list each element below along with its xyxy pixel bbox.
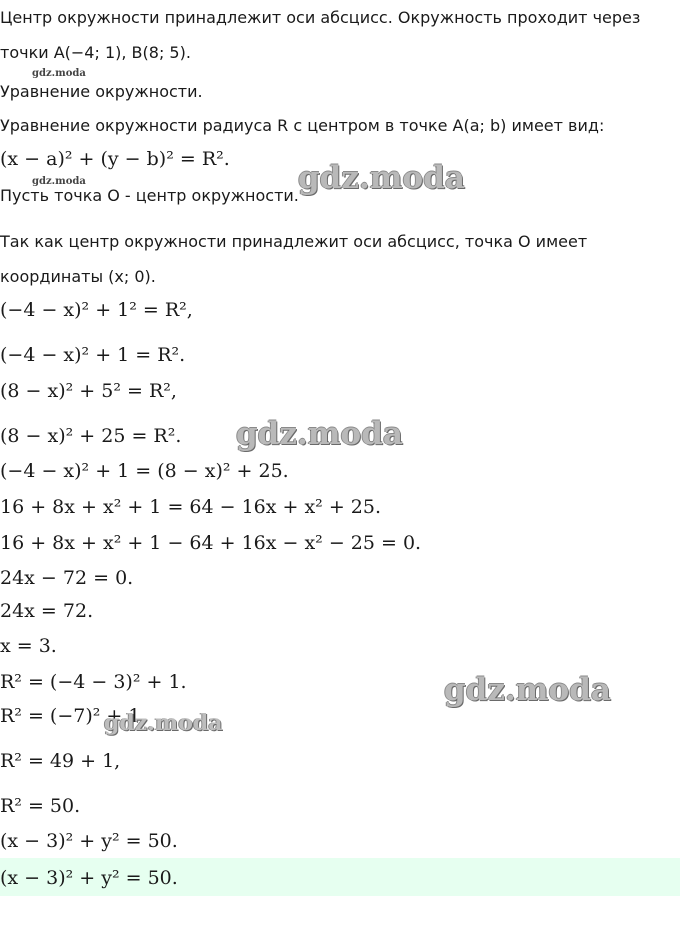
text-line: Уравнение окружности радиуса R с центром в точке A(a; b) имеет вид:	[0, 116, 605, 135]
formula-line: R² = (−7)² + 1,	[0, 705, 147, 727]
text-line: координаты (x; 0).	[0, 267, 156, 286]
watermark-small: gdz.moda	[32, 176, 86, 187]
formula-line: 24x − 72 = 0.	[0, 567, 134, 589]
text-line: Пусть точка O - центр окружности.	[0, 186, 299, 205]
text-line: Центр окружности принадлежит оси абсцисс. Окружность проходит через	[0, 8, 641, 27]
formula-line: R² = (−4 − 3)² + 1.	[0, 671, 187, 693]
formula-line: (8 − x)² + 25 = R².	[0, 425, 182, 447]
formula-line: 24x = 72.	[0, 600, 94, 622]
text-line: точки A(−4; 1), B(8; 5).	[0, 43, 191, 62]
watermark-logo: gdz.moda	[104, 710, 223, 736]
watermark-logo: gdz.moda	[236, 416, 403, 452]
formula-line: R² = 50.	[0, 795, 81, 817]
formula-line: x = 3.	[0, 635, 57, 657]
watermark-logo: gdz.moda	[444, 672, 611, 708]
text-line: Уравнение окружности.	[0, 82, 203, 101]
formula-line: (−4 − x)² + 1 = (8 − x)² + 25.	[0, 460, 289, 482]
watermark-logo: gdz.moda	[298, 160, 465, 196]
formula-line: (−4 − x)² + 1 = R².	[0, 344, 186, 366]
formula-line: (x − 3)² + y² = 50.	[0, 830, 178, 852]
formula-line: (x − a)² + (y − b)² = R².	[0, 148, 230, 170]
formula-line: 16 + 8x + x² + 1 = 64 − 16x + x² + 25.	[0, 496, 382, 518]
formula-line: (8 − x)² + 5² = R²,	[0, 380, 177, 402]
answer-line: (x − 3)² + y² = 50.	[0, 867, 178, 889]
formula-line: R² = 49 + 1,	[0, 750, 121, 772]
text-line: Так как центр окружности принадлежит оси абсцисс, точка O имеет	[0, 232, 588, 251]
formula-line: 16 + 8x + x² + 1 − 64 + 16x − x² − 25 = 0.	[0, 532, 422, 554]
watermark-small: gdz.moda	[32, 68, 86, 79]
formula-line: (−4 − x)² + 1² = R²,	[0, 299, 193, 321]
